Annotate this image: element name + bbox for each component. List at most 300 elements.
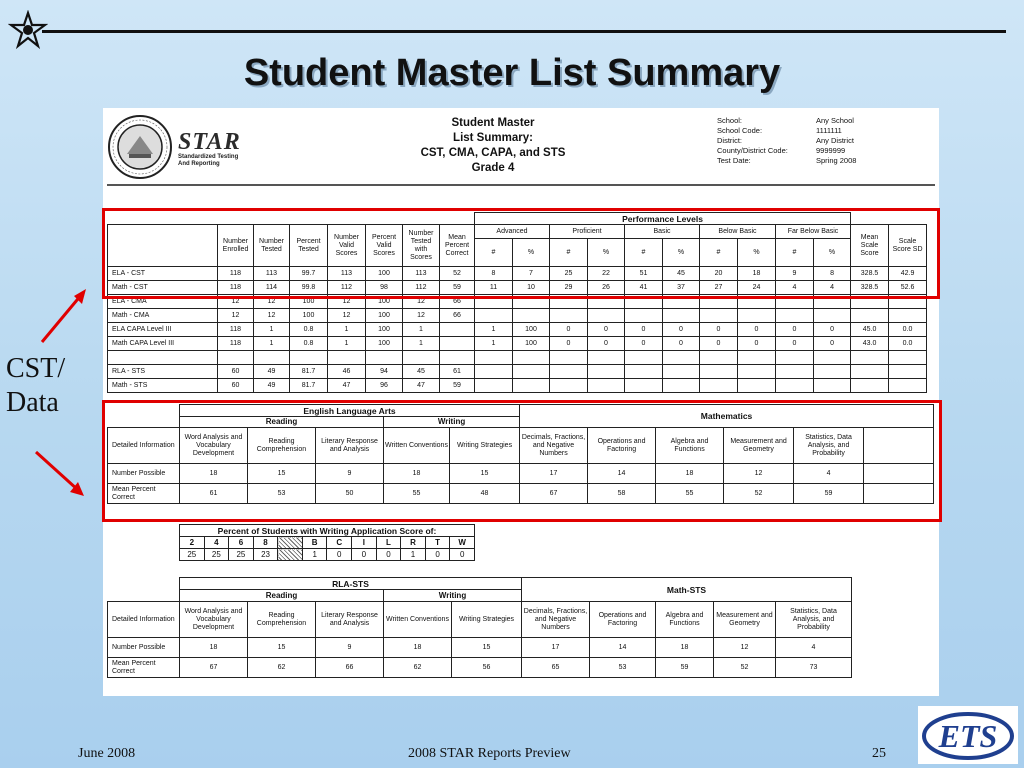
performance-cell: 0 [663, 337, 700, 351]
performance-row [108, 337, 927, 351]
level-percent-header: % [814, 239, 851, 267]
star-subtitle-2: And Reporting [178, 161, 220, 167]
cluster-possible-value: 4 [776, 638, 852, 658]
cluster-possible-value: 14 [588, 464, 656, 484]
star-brand [178, 130, 241, 168]
school-info-key: School: [717, 116, 743, 125]
performance-cell [738, 351, 776, 365]
performance-cell: 1 [254, 323, 290, 337]
cluster-possible-value: 12 [724, 464, 794, 484]
level-percent-header: % [738, 239, 776, 267]
performance-cell: 45 [663, 267, 700, 281]
cluster-mean-value: 67 [180, 658, 248, 678]
performance-row-label: RLA - STS [108, 365, 218, 379]
performance-row [108, 309, 927, 323]
school-info [717, 116, 856, 166]
cluster-mean-value: 62 [384, 658, 452, 678]
performance-cell: 81.7 [290, 365, 328, 379]
cluster-name: Decimals, Fractions, and Negative Numbers [522, 602, 590, 638]
performance-cell: 12 [403, 295, 440, 309]
report-heading-line: Student Master [451, 117, 535, 129]
performance-cell: 0 [738, 337, 776, 351]
cluster-mean-value: 61 [180, 484, 248, 504]
performance-cell: 118 [218, 281, 254, 295]
performance-cell: 1 [475, 337, 513, 351]
cluster-name: Word Analysis and Vocabulary Development [180, 428, 248, 464]
slide-title: Student Master List Summary [243, 52, 781, 94]
performance-cell [738, 309, 776, 323]
performance-cell: 29 [550, 281, 588, 295]
cluster-row-label: Number Possible [108, 638, 180, 658]
level-count-header: # [550, 239, 588, 267]
performance-cell [663, 365, 700, 379]
performance-cell: 113 [403, 267, 440, 281]
performance-cell: 81.7 [290, 379, 328, 393]
reading-subheader: Reading [180, 417, 384, 428]
performance-cell [625, 351, 663, 365]
performance-cell [889, 351, 927, 365]
cluster-name: Measurement and Geometry [724, 428, 794, 464]
school-info-row [717, 126, 856, 136]
performance-row-label: ELA - CMA [108, 295, 218, 309]
school-info-value: 1111111 [816, 126, 842, 135]
writing-app-title: Percent of Students with Writing Application Score of: [180, 525, 475, 537]
perf-col-header: Number Valid Scores [328, 225, 366, 267]
cluster-row-label: Mean Percent Correct [108, 658, 180, 678]
cluster-possible-value: 14 [590, 638, 656, 658]
performance-cell: 25 [550, 267, 588, 281]
rla-sts-group-header: RLA-STS [180, 578, 522, 590]
performance-cell: 43.0 [851, 337, 889, 351]
writing-score-header: I [352, 537, 377, 549]
performance-row-label [108, 351, 218, 365]
writing-score-header: 4 [204, 537, 229, 549]
perf-col-header: Scale Score SD [889, 225, 927, 267]
performance-cell: 12 [328, 295, 366, 309]
cluster-name: Literary Response and Analysis [316, 428, 384, 464]
performance-cell [700, 351, 738, 365]
performance-cell [550, 379, 588, 393]
cluster-name: Written Conventions [384, 428, 450, 464]
performance-cell [851, 309, 889, 323]
cluster-possible-value: 4 [794, 464, 864, 484]
performance-cell: 59 [440, 379, 475, 393]
ets-logo-icon [918, 706, 1018, 764]
cluster-name: Word Analysis and Vocabulary Development [180, 602, 248, 638]
performance-cell: 0 [663, 323, 700, 337]
performance-cell: 12 [254, 309, 290, 323]
performance-cell: 45 [403, 365, 440, 379]
writing-score-value: 23 [253, 549, 278, 561]
performance-cell: 113 [328, 267, 366, 281]
performance-cell: 49 [254, 379, 290, 393]
performance-cell: 4 [776, 281, 814, 295]
performance-cell [588, 365, 625, 379]
performance-cell: 0 [550, 323, 588, 337]
state-seal-icon [107, 114, 173, 180]
performance-cell [625, 365, 663, 379]
performance-cell: 0 [814, 323, 851, 337]
performance-cell [851, 351, 889, 365]
top-rule [42, 30, 1006, 33]
performance-cell: 100 [366, 295, 403, 309]
cluster-mean-value: 50 [316, 484, 384, 504]
school-info-row [717, 116, 856, 126]
writing-score-header: W [450, 537, 475, 549]
header-divider [107, 184, 935, 186]
writing-score-value: 0 [352, 549, 377, 561]
level-header: Below Basic [700, 225, 776, 239]
cluster-name: Reading Comprehension [248, 428, 316, 464]
cluster-mean-value: 66 [316, 658, 384, 678]
performance-cell [700, 309, 738, 323]
report-heading-line: List Summary: [453, 132, 533, 144]
performance-cell: 20 [700, 267, 738, 281]
school-info-key: County/District Code: [717, 146, 788, 155]
performance-cell [625, 309, 663, 323]
performance-cell: 22 [588, 267, 625, 281]
cluster-name: Literary Response and Analysis [316, 602, 384, 638]
school-info-row [717, 156, 856, 166]
cluster-possible-value: 18 [180, 638, 248, 658]
performance-cell: 100 [513, 323, 550, 337]
level-header: Basic [625, 225, 700, 239]
performance-cell: 0 [588, 337, 625, 351]
perf-col-header: Number Tested [254, 225, 290, 267]
performance-cell: 0.8 [290, 337, 328, 351]
writing-score-value: 25 [180, 549, 205, 561]
performance-cell: 10 [513, 281, 550, 295]
performance-cell [218, 351, 254, 365]
cluster-possible-value: 17 [522, 638, 590, 658]
writing-score-header: T [425, 537, 450, 549]
writing-score-header: C [327, 537, 352, 549]
performance-cell: 118 [218, 323, 254, 337]
writing-score-value: 1 [401, 549, 426, 561]
cluster-name: Writing Strategies [452, 602, 522, 638]
perf-col-header: Mean Scale Score [851, 225, 889, 267]
performance-cell: 12 [218, 309, 254, 323]
arrow-up-icon [38, 286, 90, 346]
performance-cell [588, 379, 625, 393]
math-sts-group-header: Math-STS [522, 578, 852, 602]
callout-line: Data [6, 387, 59, 418]
performance-cell: 0.0 [889, 337, 927, 351]
performance-cell: 47 [328, 379, 366, 393]
performance-cell: 114 [254, 281, 290, 295]
performance-cell: 52 [440, 267, 475, 281]
cluster-mean-value: 73 [776, 658, 852, 678]
cluster-name: Algebra and Functions [656, 602, 714, 638]
performance-cell [475, 351, 513, 365]
performance-cell [475, 379, 513, 393]
level-header: Advanced [475, 225, 550, 239]
writing-application-table [179, 524, 475, 561]
performance-cell: 328.5 [851, 281, 889, 295]
performance-cell [440, 323, 475, 337]
performance-cell: 60 [218, 379, 254, 393]
performance-cell [851, 365, 889, 379]
cluster-name: Operations and Factoring [588, 428, 656, 464]
performance-cell [366, 351, 403, 365]
cluster-mean-row [108, 658, 852, 678]
performance-cell [550, 365, 588, 379]
cluster-mean-value: 52 [714, 658, 776, 678]
performance-row [108, 351, 927, 365]
performance-cell [440, 351, 475, 365]
school-info-value: Any District [816, 136, 854, 145]
performance-cell: 100 [290, 295, 328, 309]
arrow-down-icon [32, 448, 88, 500]
cluster-row-label: Mean Percent Correct [108, 484, 180, 504]
performance-cell [889, 309, 927, 323]
performance-cell: 41 [625, 281, 663, 295]
performance-cell: 0.0 [889, 323, 927, 337]
performance-cell: 1 [328, 337, 366, 351]
perf-col-header: Percent Tested [290, 225, 328, 267]
cluster-mean-value: 53 [248, 484, 316, 504]
performance-row-label: ELA - CST [108, 267, 218, 281]
cluster-possible-value: 15 [248, 464, 316, 484]
performance-cell: 18 [738, 267, 776, 281]
performance-cell: 0.8 [290, 323, 328, 337]
performance-cell: 113 [254, 267, 290, 281]
cluster-possible-value: 9 [316, 638, 384, 658]
performance-cell: 4 [814, 281, 851, 295]
cluster-mean-value: 52 [724, 484, 794, 504]
performance-cell: 0 [814, 337, 851, 351]
performance-cell [814, 365, 851, 379]
cluster-possible-value: 15 [452, 638, 522, 658]
cluster-possible-value: 15 [450, 464, 520, 484]
school-info-key: Test Date: [717, 156, 751, 165]
performance-cell [663, 309, 700, 323]
performance-cell: 0 [738, 323, 776, 337]
cluster-name: Statistics, Data Analysis, and Probability [794, 428, 864, 464]
writing-score-value: 0 [450, 549, 475, 561]
performance-cell [475, 309, 513, 323]
performance-cell [290, 351, 328, 365]
cluster-possible-value: 18 [656, 638, 714, 658]
performance-cell: 8 [475, 267, 513, 281]
performance-cell: 112 [403, 281, 440, 295]
performance-cell [889, 365, 927, 379]
performance-row-label: Math - CST [108, 281, 218, 295]
performance-cell: 12 [218, 295, 254, 309]
level-header: Proficient [550, 225, 625, 239]
cluster-possible-value: 9 [316, 464, 384, 484]
cluster-mean-value: 56 [452, 658, 522, 678]
writing-score-value: 0 [376, 549, 401, 561]
performance-cell: 0 [625, 337, 663, 351]
writing-score-value: 25 [229, 549, 254, 561]
performance-cell: 1 [475, 323, 513, 337]
cluster-possible-value: 18 [384, 638, 452, 658]
school-info-key: District: [717, 136, 742, 145]
perf-col-header: Mean Percent Correct [440, 225, 475, 267]
math-group-header: Mathematics [520, 405, 934, 428]
school-info-value: Any School [816, 116, 854, 125]
cluster-row-label: Detailed Information [108, 428, 180, 464]
performance-cell: 12 [254, 295, 290, 309]
cluster-mean-value: 62 [248, 658, 316, 678]
performance-cell [625, 379, 663, 393]
cluster-mean-value: 59 [656, 658, 714, 678]
level-percent-header: % [513, 239, 550, 267]
level-count-header: # [700, 239, 738, 267]
performance-cell: 37 [663, 281, 700, 295]
performance-cell: 45.0 [851, 323, 889, 337]
performance-cell [328, 351, 366, 365]
cluster-mean-value: 55 [384, 484, 450, 504]
cluster-name: Written Conventions [384, 602, 452, 638]
cst-performance-highlight [102, 208, 940, 299]
performance-cell [403, 351, 440, 365]
performance-cell [475, 365, 513, 379]
hatched-cell [278, 549, 303, 561]
cluster-possible-row [108, 638, 852, 658]
school-info-row [717, 136, 856, 146]
performance-cell: 46 [328, 365, 366, 379]
performance-cell [254, 351, 290, 365]
performance-cell: 118 [218, 267, 254, 281]
performance-cell: 100 [366, 337, 403, 351]
performance-cell [663, 351, 700, 365]
performance-cell [513, 379, 550, 393]
writing-subheader: Writing [384, 590, 522, 602]
performance-cell [814, 309, 851, 323]
performance-cell [738, 379, 776, 393]
school-info-value: 9999999 [816, 146, 846, 155]
performance-cell [889, 379, 927, 393]
writing-subheader: Writing [384, 417, 520, 428]
level-percent-header: % [588, 239, 625, 267]
performance-cell: 328.5 [851, 267, 889, 281]
performance-row-label: Math - CMA [108, 309, 218, 323]
cluster-name: Reading Comprehension [248, 602, 316, 638]
performance-cell [513, 309, 550, 323]
perf-col-header: Number Tested with Scores [403, 225, 440, 267]
cluster-name: Algebra and Functions [656, 428, 724, 464]
cluster-row-label: Number Possible [108, 464, 180, 484]
cluster-mean-value: 55 [656, 484, 724, 504]
reading-subheader: Reading [180, 590, 384, 602]
performance-cell: 26 [588, 281, 625, 295]
performance-cell [776, 351, 814, 365]
performance-cell: 59 [440, 281, 475, 295]
footer-date: June 2008 [78, 746, 136, 761]
cluster-detail-row [108, 602, 852, 638]
performance-cell: 1 [254, 337, 290, 351]
performance-cell: 98 [366, 281, 403, 295]
performance-row [108, 379, 927, 393]
cluster-mean-value: 48 [450, 484, 520, 504]
performance-cell: 118 [218, 337, 254, 351]
cluster-row-label: Detailed Information [108, 602, 180, 638]
writing-score-header: R [401, 537, 426, 549]
performance-cell: 100 [366, 267, 403, 281]
star-wordmark: STAR [178, 129, 241, 155]
cluster-name: Measurement and Geometry [714, 602, 776, 638]
performance-cell [776, 309, 814, 323]
performance-cell: 0 [588, 323, 625, 337]
performance-cell: 61 [440, 365, 475, 379]
performance-cell: 9 [776, 267, 814, 281]
performance-cell: 99.7 [290, 267, 328, 281]
performance-cell: 7 [513, 267, 550, 281]
performance-cell: 100 [513, 337, 550, 351]
cluster-mean-value: 59 [794, 484, 864, 504]
level-percent-header: % [663, 239, 700, 267]
cst-data-callout [6, 352, 65, 420]
performance-cell [814, 379, 851, 393]
report-heading [403, 116, 583, 176]
performance-cell: 0 [700, 323, 738, 337]
footer-page-number: 25 [872, 746, 886, 761]
cluster-possible-value: 18 [656, 464, 724, 484]
performance-cell [588, 351, 625, 365]
performance-cell: 60 [218, 365, 254, 379]
performance-cell [440, 337, 475, 351]
performance-cell: 27 [700, 281, 738, 295]
performance-cell: 52.6 [889, 281, 927, 295]
performance-cell [513, 365, 550, 379]
performance-row-label: Math - STS [108, 379, 218, 393]
footer-title: 2008 STAR Reports Preview [408, 746, 571, 761]
performance-cell [700, 379, 738, 393]
writing-score-value: 0 [425, 549, 450, 561]
performance-cell: 99.8 [290, 281, 328, 295]
school-info-key: School Code: [717, 126, 763, 135]
performance-cell: 0 [625, 323, 663, 337]
performance-cell [513, 351, 550, 365]
performance-cell: 0 [700, 337, 738, 351]
performance-levels-header: Performance Levels [475, 213, 851, 225]
performance-cell: 1 [328, 323, 366, 337]
level-count-header: # [776, 239, 814, 267]
cluster-mean-value: 58 [588, 484, 656, 504]
performance-cell: 51 [625, 267, 663, 281]
writing-score-value: 1 [302, 549, 327, 561]
performance-cell: 1 [403, 337, 440, 351]
performance-cell [550, 309, 588, 323]
performance-cell: 96 [366, 379, 403, 393]
writing-score-header: 2 [180, 537, 205, 549]
performance-cell: 1 [403, 323, 440, 337]
performance-cell: 24 [738, 281, 776, 295]
performance-cell: 112 [328, 281, 366, 295]
ela-group-header: English Language Arts [180, 405, 520, 417]
performance-cell [851, 379, 889, 393]
cluster-possible-value: 17 [520, 464, 588, 484]
writing-score-header: L [376, 537, 401, 549]
performance-cell [700, 365, 738, 379]
writing-score-value: 0 [327, 549, 352, 561]
cluster-possible-value: 12 [714, 638, 776, 658]
performance-cell [776, 365, 814, 379]
level-header: Far Below Basic [776, 225, 851, 239]
star-subtitle-1: Standardized Testing [178, 154, 239, 160]
writing-score-header: 6 [229, 537, 254, 549]
ets-logo-text: ETS [938, 718, 998, 754]
writing-score-value: 25 [204, 549, 229, 561]
cluster-mean-value: 67 [520, 484, 588, 504]
cluster-possible-value: 18 [384, 464, 450, 484]
performance-cell: 100 [290, 309, 328, 323]
report-heading-grade: Grade 4 [471, 162, 515, 174]
performance-cell: 100 [366, 309, 403, 323]
performance-cell: 0 [550, 337, 588, 351]
